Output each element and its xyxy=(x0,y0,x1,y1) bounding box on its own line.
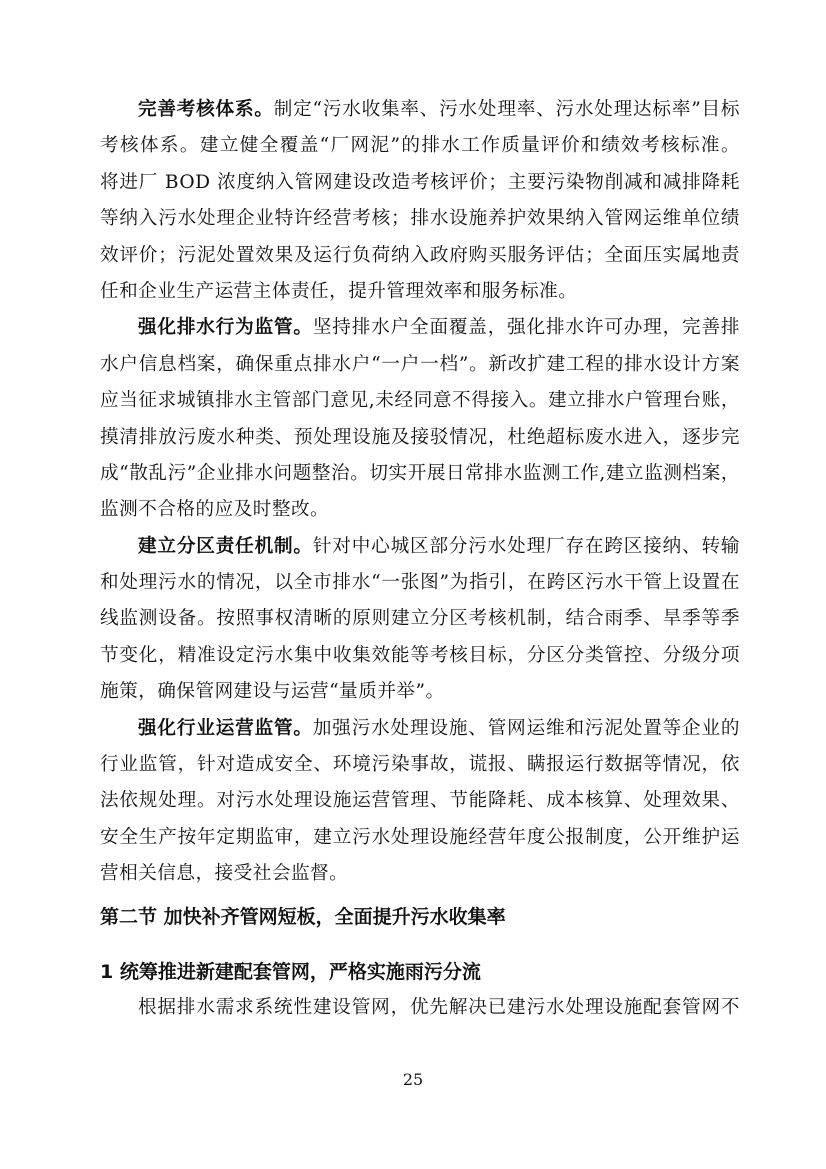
paragraph-line: 水户信息档案，确保重点排水户“一户一档”。新改扩建工程的排水设计方案 xyxy=(100,353,740,375)
paragraph-text: 制定“污水收集率、污水处理率、污水处理达标率”目标 xyxy=(273,99,740,120)
paragraph-line: 营相关信息，接受社会监督。 xyxy=(100,863,349,885)
paragraph xyxy=(100,529,740,711)
paragraph-line: 根据排水需求系统性建设管网，优先解决已建污水处理设施配套管网不 xyxy=(138,997,740,1018)
paragraph-line: 效评价；污泥处置效果及运行负荷纳入政府购买服务评估；全面压实属地责 xyxy=(100,244,740,266)
paragraph-line: 成“散乱污”企业排水问题整治。切实开展日常排水监测工作,建立监测档案， xyxy=(100,462,740,484)
paragraph-text: 针对中心城区部分污水处理厂存在跨区接纳、转输 xyxy=(312,535,740,557)
paragraph-line: 摸清排放污废水种类、预处理设施及接驳情况，杜绝超标废水进入，逐步完 xyxy=(100,426,740,448)
paragraph-line: 将进厂 BOD 浓度纳入管网建设改造考核评价；主要污染物削减和减排降耗 xyxy=(100,171,740,193)
paragraph-line: 法依规处理。对污水处理设施运营管理、节能降耗、成本核算、处理效果、 xyxy=(100,790,740,812)
paragraph-line: 节变化，精准设定污水集中收集效能等考核目标，分区分类管控、分级分项 xyxy=(100,644,740,666)
paragraph-line: 考核体系。建立健全覆盖“厂网泥”的排水工作质量评价和绩效考核标准。 xyxy=(100,135,740,157)
paragraph xyxy=(100,310,740,528)
paragraph-lead: 建立分区责任机制。 xyxy=(138,535,313,557)
paragraph xyxy=(100,92,740,310)
paragraph-line xyxy=(100,310,740,346)
paragraph-line: 线监测设备。按照事权清晰的原则建立分区考核机制，结合雨季、旱季等季 xyxy=(100,608,740,630)
paragraph-lead: 强化排水行为监管。 xyxy=(138,317,313,339)
paragraph-line: 等纳入污水处理企业特许经营考核；排水设施养护效果纳入管网运维单位绩 xyxy=(100,208,740,230)
page-number: 25 xyxy=(402,1070,424,1089)
paragraph-lead: 完善考核体系。 xyxy=(138,99,274,120)
paragraph-line xyxy=(100,711,740,747)
paragraph-text: 坚持排水户全面覆盖，强化排水许可办理，完善排 xyxy=(312,317,740,339)
paragraph-line: 和处理污水的情况，以全市排水“一张图”为指引，在跨区污水干管上设置在 xyxy=(100,572,740,594)
paragraph-line: 应当征求城镇排水主管部门意见,未经同意不得接入。建立排水户管理台账， xyxy=(100,390,740,412)
paragraph-line xyxy=(100,529,740,565)
paragraph xyxy=(100,990,740,1026)
section-heading: 第二节 加快补齐管网短板，全面提升污水收集率 xyxy=(100,906,506,928)
paragraph-line: 任和企业生产运营主体责任，提升管理效率和服务标准。 xyxy=(100,280,578,302)
paragraph-line: 监测不合格的应及时整改。 xyxy=(100,499,330,521)
paragraph-line: 行业监管，针对造成安全、环境污染事故，谎报、瞒报运行数据等情况，依 xyxy=(100,754,740,776)
paragraph-text: 加强污水处理设施、管网运维和污泥处置等企业的 xyxy=(312,717,740,739)
subsection-heading: 1 统筹推进新建配套管网，严格实施雨污分流 xyxy=(100,961,481,983)
paragraph-line: 施策，确保管网建设与运营“量质并举”。 xyxy=(100,681,445,703)
paragraph-line: 安全生产按年定期监审，建立污水处理设施经营年度公报制度，公开维护运 xyxy=(100,826,740,848)
paragraph-line xyxy=(100,92,740,128)
body-text xyxy=(100,92,740,893)
paragraph xyxy=(100,711,740,893)
paragraph-lead: 强化行业运营监管。 xyxy=(138,717,313,739)
